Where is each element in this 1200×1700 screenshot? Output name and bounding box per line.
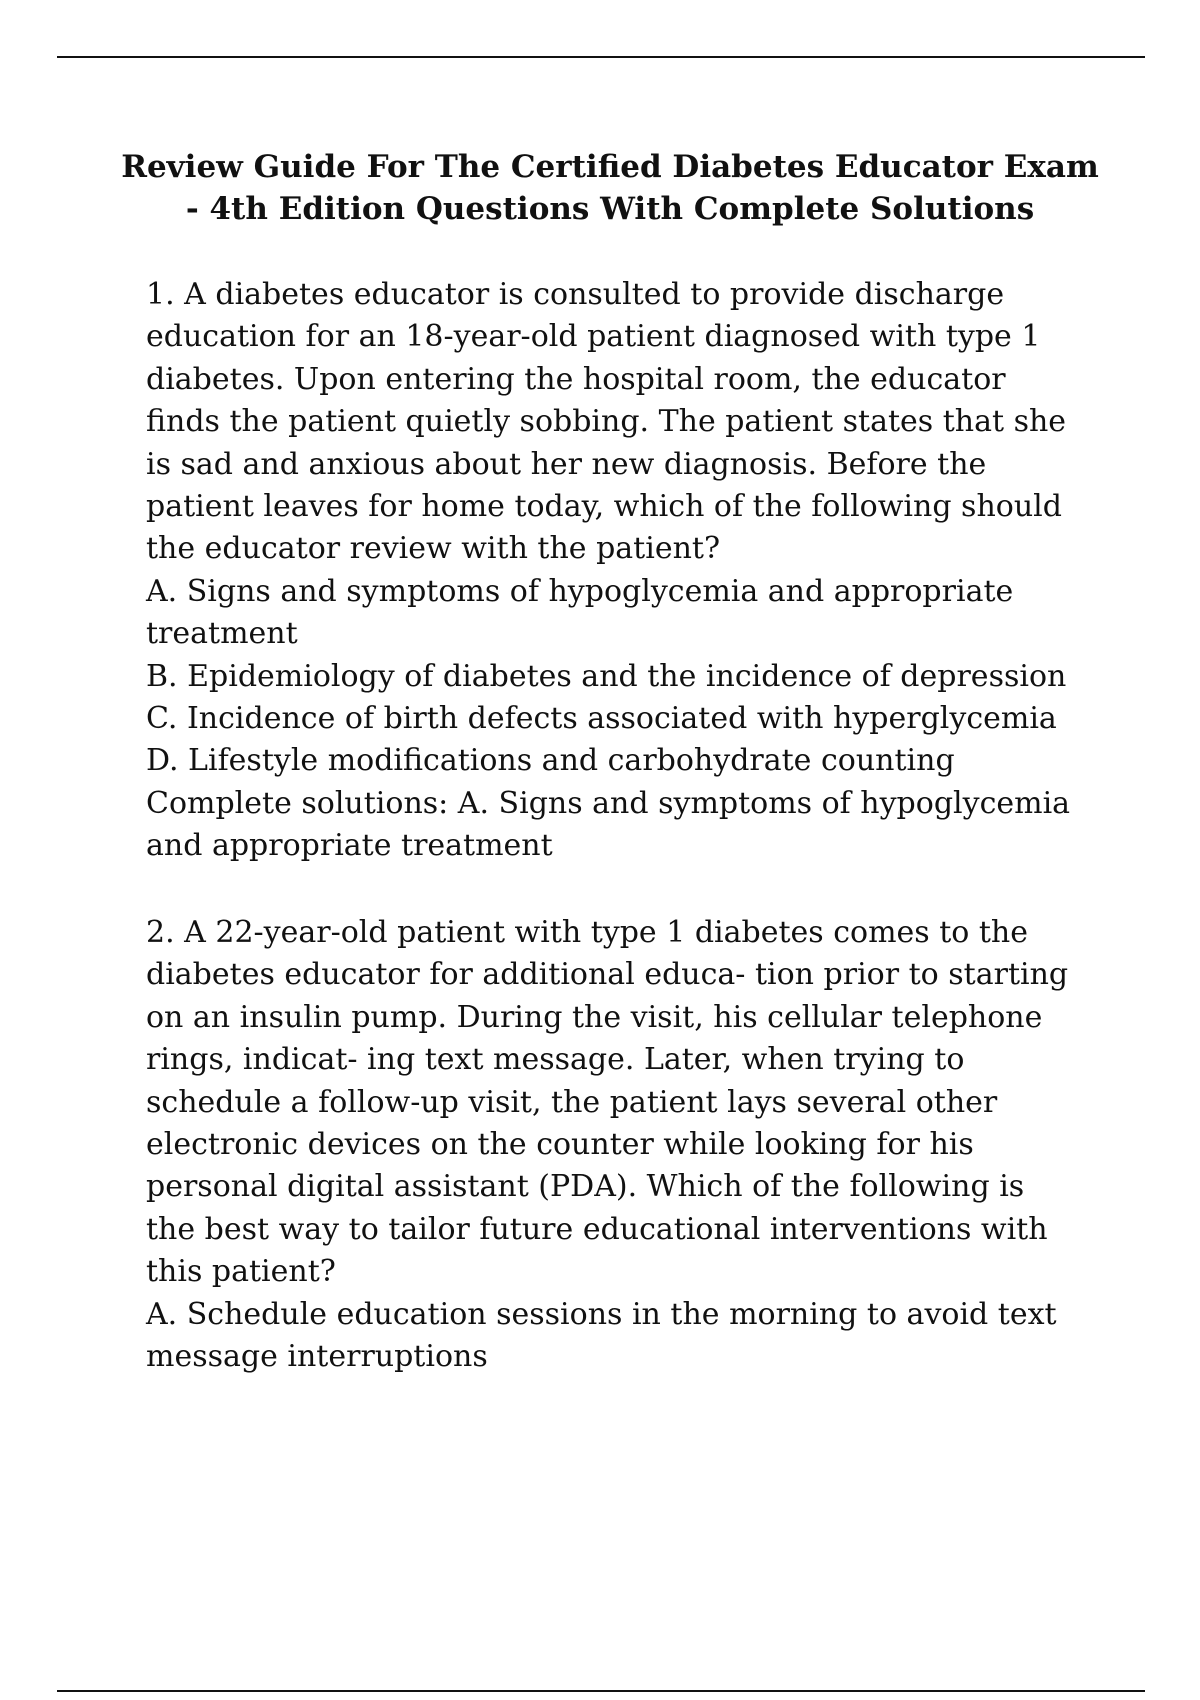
question-1-line: 1. A diabetes educator is consulted to provide discharge [146, 277, 1005, 312]
answer-option-b: B. Epidemiology of diabetes and the incidence of depression [146, 658, 1067, 694]
title-line: - 4th Edition Questions With Complete Solutions [185, 191, 1035, 227]
question-1-line: is sad and anxious about her new diagnosis. Before the [146, 446, 987, 482]
question-2-line: rings, indicat- ing text message. Later, when trying to [146, 1042, 965, 1078]
question-1-line: education for an 18-year-old patient diagnosed with type 1 [146, 319, 1041, 355]
answer-option-a-continued: message interruptions [146, 1339, 488, 1375]
question-1-line: the educator review with the patient? [146, 531, 721, 567]
question-2-line: this patient? [146, 1254, 336, 1290]
question-1-line: patient leaves for home today, which of the following should [146, 489, 1062, 525]
question-2 [146, 912, 1106, 1378]
question-2-line: on an insulin pump. During the visit, his cellular telephone [146, 999, 1043, 1035]
question-1 [146, 274, 1106, 868]
title-line: Review Guide For The Certified Diabetes Educator Exam [121, 149, 1099, 185]
answer-option-a-continued: treatment [146, 616, 298, 652]
question-2-line: personal digital assistant (PDA). Which of the following is [146, 1169, 1025, 1205]
answer-option-c: C. Incidence of birth defects associated with hyperglycemia [146, 701, 1057, 737]
question-1-line: finds the patient quietly sobbing. The patient states that she [146, 404, 1067, 440]
answer-option-a: A. Signs and symptoms of hypoglycemia and appropriate [146, 573, 1014, 609]
top-rule [57, 56, 1145, 58]
question-2-line: diabetes educator for additional educa- tion prior to starting [146, 957, 1069, 993]
complete-solution: Complete solutions: A. Signs and symptoms of hypoglycemia [146, 785, 1071, 821]
answer-option-a: A. Schedule education sessions in the morning to avoid text [146, 1296, 1057, 1332]
complete-solution-continued: and appropriate treatment [146, 828, 553, 864]
bottom-rule [57, 1690, 1145, 1692]
question-2-line: schedule a follow-up visit, the patient lays several other [146, 1084, 998, 1120]
question-2-line: the best way to tailor future educational interventions with [146, 1211, 1048, 1247]
document-title [110, 146, 1110, 230]
question-1-line: diabetes. Upon entering the hospital room, the educator [146, 361, 1006, 397]
answer-option-d: D. Lifestyle modifications and carbohydrate counting [146, 743, 955, 779]
question-2-line: 2. A 22-year-old patient with type 1 diabetes comes to the [146, 915, 1029, 950]
question-2-line: electronic devices on the counter while looking for his [146, 1127, 974, 1163]
